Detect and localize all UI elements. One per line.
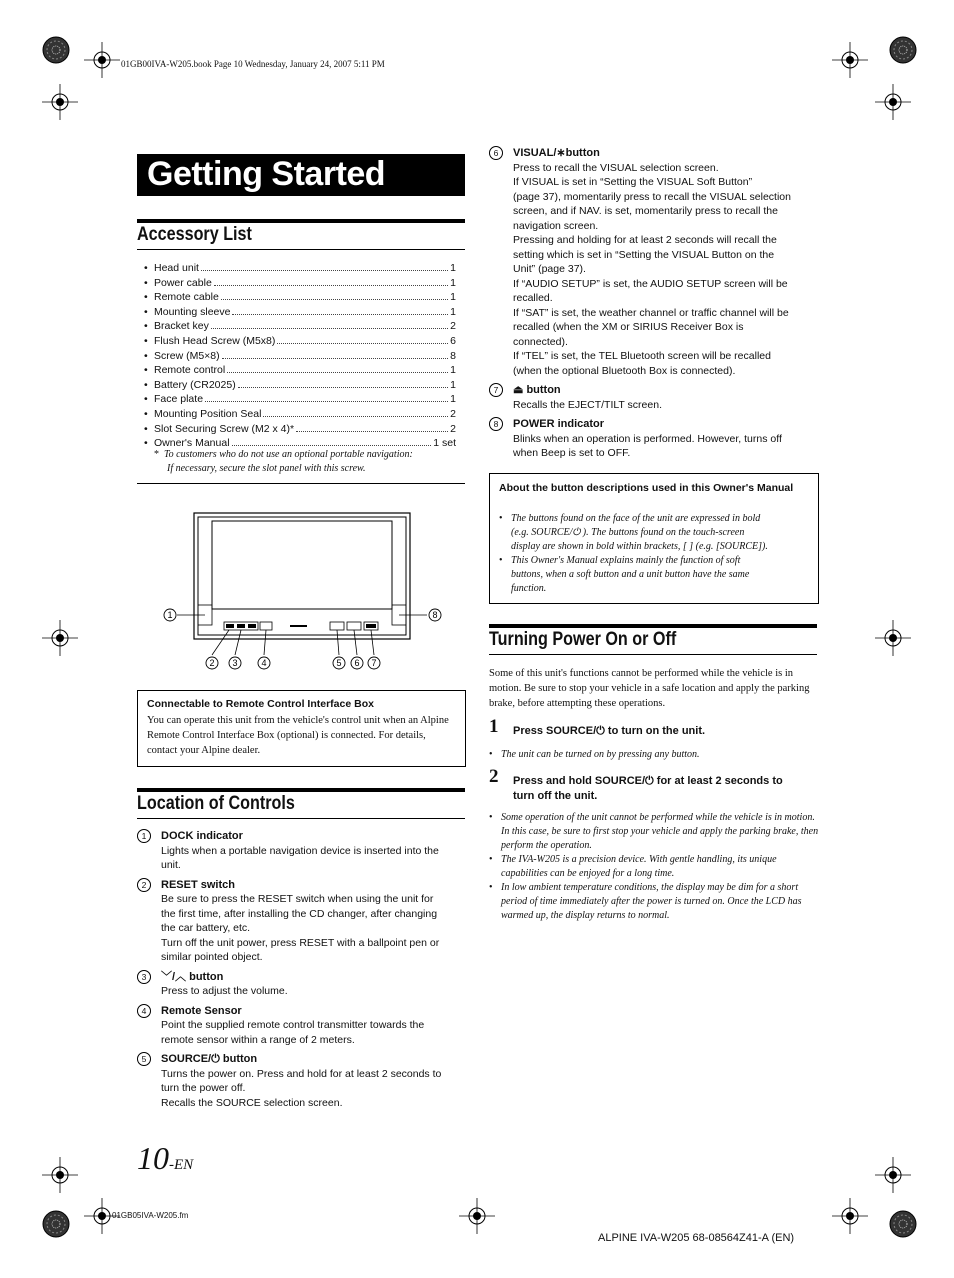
control-desc-line: Press to recall the VISUAL selection screen.	[513, 161, 719, 174]
control-item	[137, 970, 467, 999]
controls-list-left	[137, 829, 467, 1115]
control-desc-line: screen, and if NAV. is set, momentarily press to recall the	[513, 205, 778, 217]
turning-power-heading: Turning Power On or Off	[489, 629, 677, 650]
control-desc-line: If “TEL” is set, the TEL Bluetooth screen will be recalled	[513, 350, 771, 362]
accessory-end-rule	[137, 483, 465, 484]
control-desc-line: the first time, after installing the CD changer, after changing	[161, 907, 438, 920]
control-desc-line: Be sure to press the RESET switch when using the unit for	[161, 893, 434, 905]
step-number: 1	[489, 716, 499, 737]
control-title: Remote Sensor	[161, 1004, 242, 1017]
control-desc-line: remote sensor within a range of 2 meters.	[161, 1033, 355, 1046]
control-desc-line: when Beep is set to OFF.	[513, 447, 631, 459]
callout-label: 7	[371, 658, 377, 668]
section-rule	[137, 788, 465, 792]
control-title: DOCK indicator	[161, 830, 243, 842]
remote-box-body: You can operate this unit from the vehicle's control unit when an Alpine Remote Control Interface Box (optional) is connected. For details, contact your Alpine dealer.	[147, 715, 449, 756]
accessory-item: • Owner's Manual 1 set	[144, 437, 456, 450]
callout-label: 2	[209, 658, 215, 668]
control-title: RESET switch	[161, 878, 235, 891]
about-bullet: • This Owner's Manual explains mainly the function of soft buttons, when a soft button and a unit button have the same function.	[499, 554, 811, 596]
control-desc-line: Press to adjust the volume.	[161, 985, 288, 997]
accessory-item: • Mounting Position Seal 2	[144, 407, 456, 420]
control-desc-line: Blinks when an operation is performed. However, turns off	[513, 432, 782, 445]
control-title: POWER indicator	[513, 418, 605, 430]
step-number: 2	[489, 766, 499, 787]
item-number: 1	[137, 829, 151, 843]
accessory-item: • Flush Head Screw (M5x8) 6	[144, 334, 456, 347]
accessory-item: • Screw (M5×8) 8	[144, 349, 456, 362]
callout-label: 6	[354, 658, 360, 668]
control-item	[489, 146, 819, 378]
control-desc-line: Pressing and holding for at least 2 seconds will recall the	[513, 234, 777, 246]
control-title: ﹀/︿ button	[161, 970, 224, 983]
item-number: 8	[489, 417, 503, 431]
accessory-item: • Head unit 1	[144, 262, 456, 274]
section-underline	[137, 249, 465, 250]
page-number: 10-EN	[137, 1140, 194, 1176]
location-controls-heading: Location of Controls	[137, 793, 295, 814]
control-desc-line: Turn off the unit power, press RESET with a ballpoint pen or	[161, 936, 440, 949]
item-number: 4	[137, 1004, 151, 1018]
book-file-info: 01GB00IVA-W205.book Page 10 Wednesday, January 24, 2007 5:11 PM	[121, 59, 385, 69]
control-desc-line: If “SAT” is set, the weather channel or traffic channel will be	[513, 306, 789, 319]
accessory-item: • Slot Securing Screw (M2 x 4)* 2	[144, 422, 456, 435]
section-underline	[137, 818, 465, 819]
item-number: 5	[137, 1052, 151, 1066]
control-desc-line: If “AUDIO SETUP” is set, the AUDIO SETUP screen will be	[513, 277, 788, 290]
item-number: 6	[489, 146, 503, 160]
control-desc-line: navigation screen.	[513, 219, 599, 232]
accessory-item: • Mounting sleeve 1	[144, 305, 456, 318]
accessory-item: • Bracket key 2	[144, 320, 456, 333]
control-desc-line: If VISUAL is set in “Setting the VISUAL Soft Button”	[513, 176, 753, 188]
control-title: ⏏ button	[513, 384, 561, 396]
callout-label: 5	[336, 658, 342, 668]
control-desc-line: recalled.	[513, 292, 553, 304]
about-box-bullets	[499, 512, 811, 596]
page-title-bar	[137, 154, 465, 196]
control-desc-line: similar pointed object.	[161, 951, 263, 963]
item-number: 3	[137, 970, 151, 984]
control-desc-line: setting which is set in “Setting the VISUAL Button on the	[513, 248, 775, 261]
power-notes	[489, 811, 819, 923]
step-2-text: Press and hold SOURCE/⏻ for at least 2 seconds to turn off the unit.	[513, 775, 783, 802]
control-desc-line: Turns the power on. Press and hold for at least 2 seconds to	[161, 1067, 442, 1080]
section-rule	[137, 219, 465, 223]
callout-label: 3	[232, 658, 238, 668]
control-desc-line: (when the optional Bluetooth Box is connected).	[513, 364, 736, 377]
callout-label: 8	[432, 610, 438, 620]
control-desc-line: recalled (when the XM or SIRIUS Receiver Box is	[513, 321, 744, 333]
control-item	[137, 1052, 467, 1110]
section-rule	[489, 624, 817, 628]
head-unit-diagram	[137, 505, 447, 685]
remote-interface-box	[137, 690, 466, 767]
control-title: VISUAL/∗button	[513, 147, 600, 159]
accessory-item: • Remote cable 1	[144, 291, 456, 304]
item-number: 2	[137, 878, 151, 892]
accessory-item: • Face plate 1	[144, 393, 456, 406]
power-note: • The IVA-W205 is a precision device. With gentle handling, its unique capabilities can be enjoyed for a long time.	[489, 853, 819, 881]
step-1-notes	[489, 748, 819, 762]
control-desc-line: connected).	[513, 335, 568, 348]
control-desc-line: Unit” (page 37).	[513, 263, 586, 275]
power-intro: Some of this unit's functions cannot be performed while the vehicle is in motion. Be sure to stop your vehicle in a safe location and apply the parking brake, before attempting these operations.	[489, 668, 810, 709]
control-desc-line: (page 37), momentarily press to recall the VISUAL selection	[513, 190, 791, 203]
accessory-item: • Power cable 1	[144, 276, 456, 289]
item-number: 7	[489, 383, 503, 397]
control-item	[489, 417, 819, 461]
power-note: • Some operation of the unit cannot be performed while the vehicle is in motion. In this case, be sure to first stop your vehicle and apply the parking brake, then perform the operation.	[489, 811, 819, 853]
remote-box-title: Connectable to Remote Control Interface Box	[147, 698, 374, 710]
callout-label: 1	[167, 610, 173, 620]
control-desc-line: the car battery, etc.	[161, 922, 251, 934]
file-name: 01GB05IVA-W205.fm	[112, 1211, 189, 1220]
page-title: Getting Started	[147, 155, 386, 193]
control-item	[137, 1004, 467, 1048]
control-item	[137, 829, 467, 873]
control-item	[137, 878, 467, 965]
control-desc-line: Recalls the SOURCE selection screen.	[161, 1096, 343, 1109]
about-button-descriptions-box	[489, 473, 819, 604]
step-1-note: • The unit can be turned on by pressing any button.	[489, 748, 819, 762]
control-desc-line: unit.	[161, 859, 181, 871]
control-desc-line: Recalls the EJECT/TILT screen.	[513, 398, 662, 411]
accessory-item: • Battery (CR2025) 1	[144, 378, 456, 391]
accessory-item: • Remote control 1	[144, 364, 456, 377]
control-desc-line: Lights when a portable navigation device is inserted into the	[161, 844, 439, 857]
model-code: ALPINE IVA-W205 68-08564Z41-A (EN)	[598, 1232, 795, 1244]
power-note: • In low ambient temperature conditions, the display may be dim for a short period of time immediately after the power is turned on. Once the LCD has warmed up, the display returns to normal.	[489, 881, 819, 923]
accessory-footnote: * To customers who do not use an optional portable navigation: If necessary, secure the slot panel with this screw.	[154, 449, 413, 474]
about-bullet: • The buttons found on the face of the unit are expressed in bold (e.g. SOURCE/⏻ ). The buttons found on the touch-screen display are shown in bold within brackets, [ ] (e.g. [SOURCE]).	[499, 512, 811, 554]
accessory-list-heading: Accessory List	[137, 224, 252, 245]
section-underline	[489, 654, 817, 655]
control-item	[489, 383, 819, 412]
control-desc-line: turn the power off.	[161, 1082, 246, 1094]
accessory-list	[144, 261, 456, 451]
callout-label: 4	[261, 658, 267, 668]
controls-list-right	[489, 146, 819, 466]
step-1-text: Press SOURCE/⏻ to turn on the unit.	[513, 725, 706, 737]
about-box-title: About the button descriptions used in this Owner's Manual	[499, 482, 794, 494]
control-desc-line: Point the supplied remote control transmitter towards the	[161, 1019, 425, 1031]
control-title: SOURCE/⏻ button	[161, 1053, 258, 1065]
